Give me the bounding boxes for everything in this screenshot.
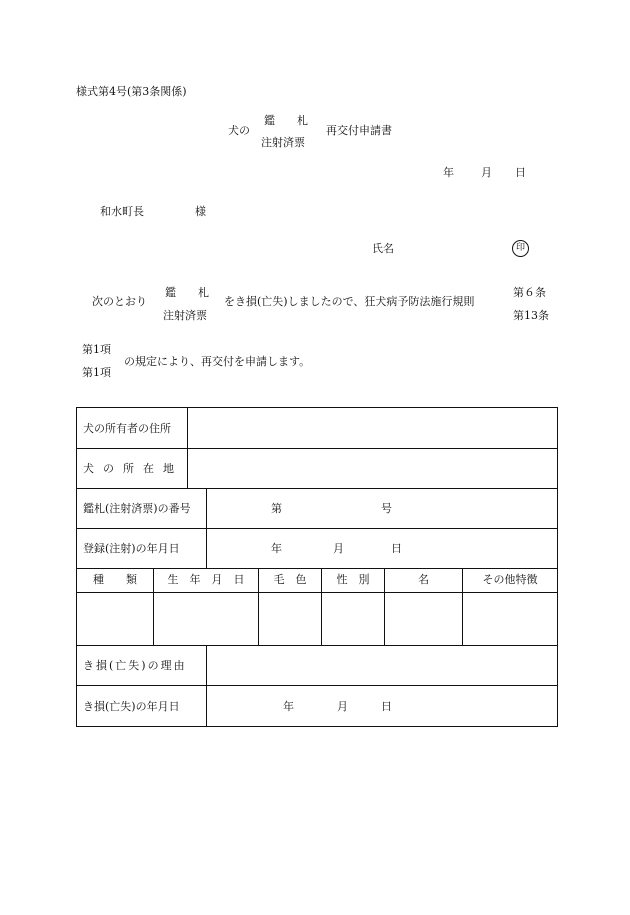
other-features-field[interactable]: [463, 592, 557, 645]
breed-field[interactable]: [77, 592, 154, 645]
tag-number-label: 鑑札(注射済票)の番号: [83, 502, 191, 515]
row-registration-date: [77, 528, 557, 569]
sex-field[interactable]: [322, 592, 385, 645]
loss-year: 年: [283, 699, 294, 713]
reg-day: 日: [391, 542, 402, 555]
col-coat-color: 毛 色: [259, 568, 322, 592]
loss-reason-field[interactable]: [207, 645, 557, 685]
reg-year: 年: [271, 542, 282, 555]
title-prefix: 犬の: [228, 124, 250, 137]
body-lead: 次のとおり: [92, 295, 147, 308]
title-suffix: 再交付申請書: [326, 124, 392, 137]
date-year: 年: [443, 166, 454, 179]
coat-color-field[interactable]: [259, 592, 322, 645]
loss-date-field[interactable]: [207, 685, 557, 726]
tag-number-field[interactable]: [207, 488, 557, 528]
body-article-13: 第13条: [513, 309, 549, 322]
application-table: [76, 407, 558, 727]
registration-date-field[interactable]: [207, 528, 557, 568]
body-option-vaccine: 注射済票: [163, 309, 207, 322]
row-dog-details: [77, 568, 557, 646]
body-para-bottom: 第1項: [82, 366, 111, 379]
addressee-name: 和水町長: [100, 205, 144, 218]
title-option-vaccine: 注射済票: [261, 136, 305, 149]
loss-month: 月: [337, 699, 348, 713]
col-name: 名: [385, 568, 463, 592]
loss-reason-label: き損(亡失)の理由: [83, 659, 187, 672]
body-article-6: 第６条: [513, 286, 546, 299]
dog-name-field[interactable]: [385, 592, 463, 645]
birthdate-field[interactable]: [154, 592, 259, 645]
row-loss-reason: [77, 645, 557, 686]
col-breed: 種 類: [77, 568, 154, 592]
row-dog-location: [77, 448, 557, 489]
row-owner-address: [77, 408, 557, 449]
applicant-name-label: 氏名: [372, 242, 394, 255]
col-other-features: その他特徴: [482, 573, 538, 586]
dog-location-field[interactable]: [188, 448, 557, 488]
date-day: 日: [515, 166, 526, 179]
title-option-tag: 鑑 札: [264, 114, 308, 127]
row-loss-date: [77, 685, 557, 726]
owner-address-field[interactable]: [188, 408, 557, 448]
col-birthdate: 生 年 月 日: [154, 568, 259, 592]
tag-number-go: 号: [381, 502, 392, 515]
date-month: 月: [481, 166, 492, 179]
form-number: 様式第4号(第3条関係): [76, 85, 187, 98]
reg-month: 月: [333, 542, 344, 555]
body-option-tag: 鑑 札: [165, 286, 209, 299]
loss-day: 日: [381, 699, 392, 713]
body-mid: をき損(亡失)しましたので、狂犬病予防法施行規則: [224, 295, 475, 308]
col-sex: 性 別: [322, 568, 385, 592]
body-para-top: 第1項: [82, 343, 111, 356]
registration-date-label: 登録(注射)の年月日: [83, 542, 180, 555]
seal-mark: 印: [512, 240, 529, 257]
addressee-honorific: 様: [195, 205, 206, 218]
loss-date-label: き損(亡失)の年月日: [83, 699, 180, 713]
owner-address-label: 犬の所有者の住所: [83, 422, 171, 435]
body-tail: の規定により、再交付を申請します。: [124, 355, 311, 368]
row-tag-number: [77, 488, 557, 529]
dog-location-label: 犬の所在地: [83, 462, 183, 475]
tag-number-dai: 第: [271, 502, 282, 515]
